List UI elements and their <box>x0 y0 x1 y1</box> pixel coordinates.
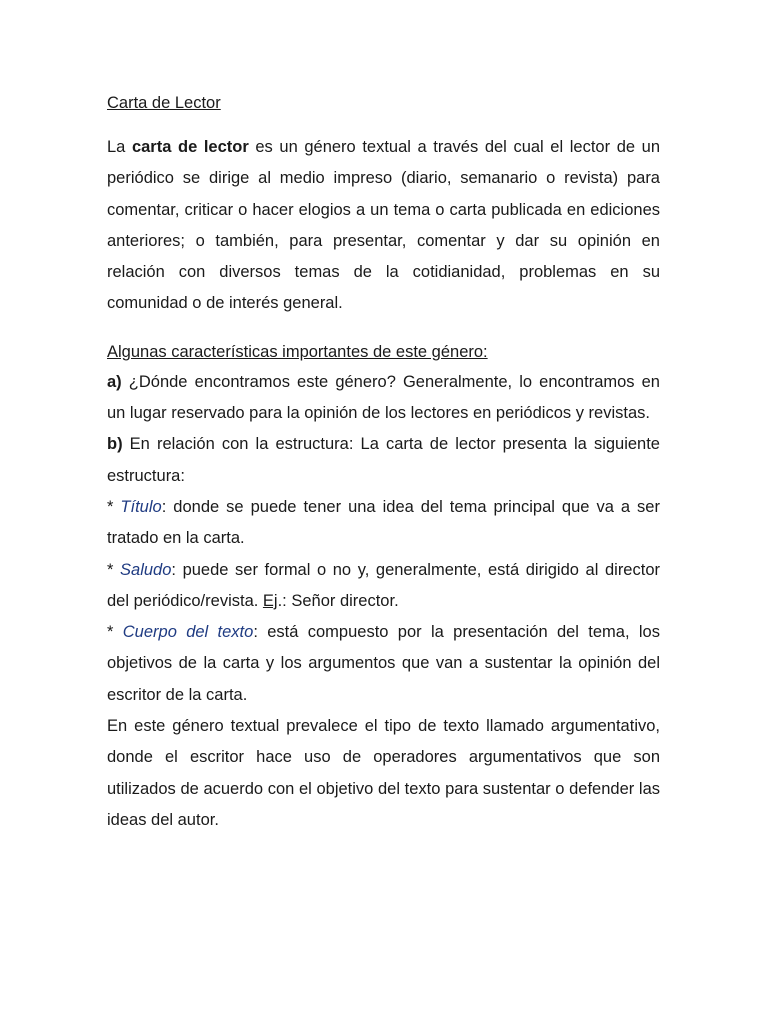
structure-text-cuerpo: : está compuesto por la presentación del tema, los objetivos de la carta y los argumentos que van a sustentar la opinión del escritor de la carta. <box>107 623 660 704</box>
characteristics-heading: Algunas características importantes de este género: <box>107 342 488 361</box>
item-a-text: ¿Dónde encontramos este género? Generalmente, lo encontramos en un lugar reservado para la opinión de los lectores en periódicos y revistas. <box>107 372 660 423</box>
structure-term-titulo: Título <box>120 497 162 516</box>
bullet: * <box>107 497 121 516</box>
bullet: * <box>107 623 123 642</box>
structure-text-saludo: : puede ser formal o no y, generalmente, está dirigido al director del periódico/revista. <box>107 560 660 610</box>
intro-paragraph <box>107 132 660 320</box>
item-a-paragraph <box>107 367 660 430</box>
structure-text-titulo: : donde se puede tener una idea del tema principal que va a ser tratado en la carta. <box>107 497 660 548</box>
item-b-text: En relación con la estructura: La carta de lector presenta la siguiente estructura: <box>107 435 660 485</box>
example-label: Ej <box>262 591 278 610</box>
intro-term: carta de lector <box>131 138 249 156</box>
closing-paragraph: En este género textual prevalece el tipo de texto llamado argumentativo, donde el escritor hace uso de operadores argumentativos que son utilizados de acuerdo con el objetivo del texto para sustentar o defender las ideas del autor. <box>107 717 660 829</box>
structure-item-cuerpo <box>107 617 660 711</box>
structure-item-titulo <box>107 492 660 555</box>
bullet: * <box>107 560 121 579</box>
example-text: .: Señor director. <box>277 591 399 610</box>
structure-term-saludo: Saludo <box>120 560 172 579</box>
structure-item-saludo <box>107 555 660 618</box>
intro-text: es un género textual a través del cual el lector de un periódico se dirige al medio impreso (diario, semanario o revista) para comentar, criticar o hacer elogios a un tema o carta publicada en ediciones anteriores; o también, para presentar, comentar y dar su opinión en relación con diversos temas de la cotidianidad, problemas en su comunidad o de interés general. <box>107 138 660 313</box>
item-a-marker: a) <box>107 372 122 391</box>
item-b-marker: b) <box>107 435 123 454</box>
item-b-paragraph <box>107 429 660 492</box>
structure-term-cuerpo: Cuerpo del texto <box>122 623 254 642</box>
document-title: Carta de Lector <box>107 94 221 112</box>
intro-prefix: La <box>107 138 132 156</box>
